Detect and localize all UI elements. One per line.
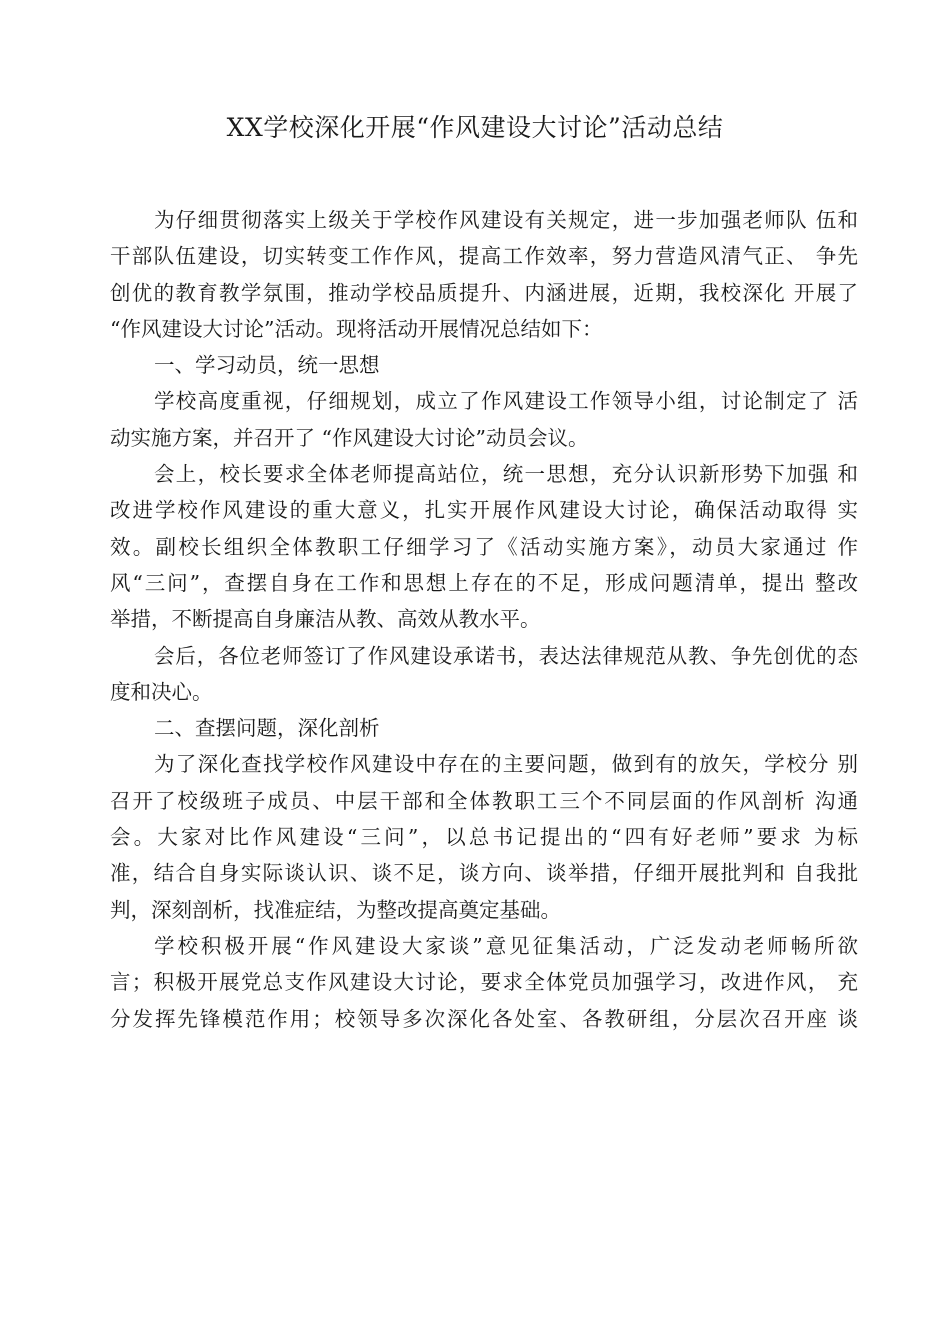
text-line: 效。副校长组织全体教职工仔细学习了《活动实施方案》，动员大家通过 作 (110, 534, 858, 559)
text-line: 学校高度重视，仔细规划，成立了作风建设工作领导小组，讨论制定了 活 (154, 389, 858, 414)
text-line: 干部队伍建设，切实转变工作作风，提高工作效率，努力营造风清气正、 争先 (110, 244, 858, 269)
text-line: 准，结合自身实际谈认识、谈不足，谈方向、谈举措，仔细开展批判和 自我批 (110, 861, 858, 886)
document-title: XX学校深化开展“作风建设大讨论”活动总结 (226, 113, 724, 142)
text-line: 度和决心。 (110, 679, 213, 704)
text-line: 风“三问”，查摆自身在工作和思想上存在的不足，形成问题清单，提出 整改 (110, 570, 858, 595)
text-line: 会后，各位老师签订了作风建设承诺书，表达法律规范从教、争先创优的态 (154, 643, 858, 668)
section-heading (110, 710, 858, 746)
text-line: 动实施方案，并召开了 “作风建设大讨论”动员会议。 (110, 425, 589, 450)
text-line: 判，深刻剖析，找准症结，为整改提高奠定基础。 (110, 897, 561, 922)
text-line: 为仔细贯彻落实上级关于学校作风建设有关规定，进一步加强老师队 伍和 (154, 208, 858, 232)
body-paragraph (110, 383, 858, 456)
text-line: 会。大家对比作风建设“三问”，以总书记提出的“四有好老师”要求 为标 (110, 825, 858, 850)
text-line: 学校积极开展“作风建设大家谈”意见征集活动，广泛发动老师畅所欲 (154, 933, 858, 958)
text-line: “作风建设大讨论”活动。现将活动开展情况总结如下： (110, 316, 603, 341)
text-line: 会上，校长要求全体老师提高站位，统一思想，充分认识新形势下加强 和 (154, 462, 858, 487)
body-paragraph (110, 746, 858, 927)
text-line: 二、查摆问题，深化剖析 (154, 716, 380, 741)
text-line: 举措，不断提高自身廉洁从教、高效从教水平。 (110, 607, 541, 632)
text-line: 为了深化查找学校作风建设中存在的主要问题，做到有的放矢，学校分 别 (154, 752, 858, 777)
text-line: 召开了校级班子成员、中层干部和全体教职工三个不同层面的作风剖析 沟通 (110, 788, 858, 813)
body-paragraph (110, 638, 858, 711)
document-body (110, 202, 858, 1037)
body-paragraph (110, 928, 858, 1037)
text-line: 一、学习动员，统一思想 (154, 353, 380, 378)
text-line: 分发挥先锋模范作用；校领导多次深化各处室、各教研组，分层次召开座 谈 (110, 1006, 858, 1031)
text-line: 言；积极开展党总支作风建设大讨论，要求全体党员加强学习，改进作风， 充 (110, 970, 858, 995)
body-paragraph (110, 202, 858, 347)
text-line: 改进学校作风建设的重大意义，扎实开展作风建设大讨论，确保活动取得 实 (110, 498, 858, 523)
body-paragraph (110, 456, 858, 637)
section-heading (110, 347, 858, 383)
text-line: 创优的教育教学氛围，推动学校品质提升、内涵进展，近期，我校深化 开展了 (110, 280, 858, 305)
